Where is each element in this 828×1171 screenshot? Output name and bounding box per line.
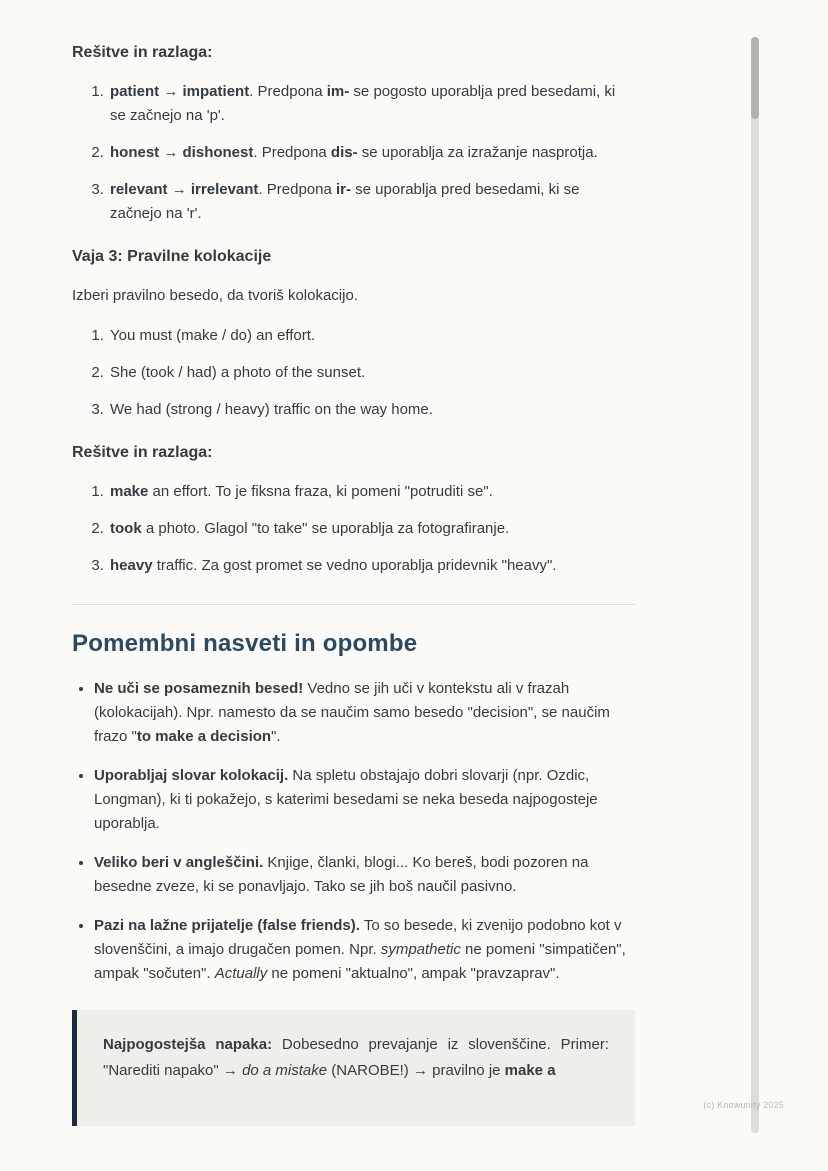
list-item: 2. honest → dishonest. Predpona dis- se uporablja za izražanje nasprotja. xyxy=(108,141,635,165)
section-divider xyxy=(72,604,635,605)
callout-text: Najpogostejša napaka: Dobesedno prevajanje iz slovenščine. Primer: "Narediti napako" → do a mistake (NAROBE!) → pravilno je make a xyxy=(103,1036,609,1079)
list-item: • Uporabljaj slovar kolokacij. Na spletu obstajajo dobri slovarji (npr. Ozdic, Longman), ki ti pokažejo, s katerimi besedami se neka beseda najpogosteje uporablja. xyxy=(94,764,635,836)
solutions-heading-collocations: Rešitve in razlaga: xyxy=(72,444,213,461)
exercise3-intro: Izberi pravilno besedo, da tvoriš kolokacijo. xyxy=(72,287,358,304)
list-item: 3. We had (strong / heavy) traffic on the way home. xyxy=(108,398,635,422)
list-item: • Ne uči se posameznih besed! Vedno se jih uči v kontekstu ali v frazah (kolokacijah). Npr. namesto da se naučim samo besedo "decision", se naučim frazo "to make a decision". xyxy=(94,677,635,749)
document-content xyxy=(72,42,635,1126)
list-item: • Veliko beri v angleščini. Knjige, članki, blogi... Ko bereš, bodi pozoren na besedne zveze, ki se ponavljajo. Tako se jih boš naučil pasivno. xyxy=(94,851,635,899)
list-item: 2. She (took / had) a photo of the sunset. xyxy=(108,361,635,385)
list-item: • Pazi na lažne prijatelje (false friends). To so besede, ki zvenijo podobno kot v slovenščini, a imajo drugačen pomen. Npr. sympathetic ne pomeni "simpatičen", ampak "sočuten". Actually ne pomeni "aktualno", ampak "pravzaprav". xyxy=(94,914,635,986)
exercise3-list xyxy=(72,324,635,422)
solutions-list-collocations xyxy=(72,480,635,578)
list-item: 1. You must (make / do) an effort. xyxy=(108,324,635,348)
callout-box xyxy=(72,1010,635,1126)
tips-list xyxy=(72,677,635,986)
watermark: (c) Knowunity 2025 xyxy=(703,1100,784,1110)
exercise3-heading: Vaja 3: Pravilne kolokacije xyxy=(72,248,272,265)
scrollbar[interactable] xyxy=(751,37,759,1133)
list-item: 3. heavy traffic. Za gost promet se vedno uporablja pridevnik "heavy". xyxy=(108,554,635,578)
list-item: 2. took a photo. Glagol "to take" se uporablja za fotografiranje. xyxy=(108,517,635,541)
solutions-heading-prefixes: Rešitve in razlaga: xyxy=(72,44,213,61)
tips-section-heading: Pomembni nasveti in opombe xyxy=(72,630,418,657)
list-item: 3. relevant → irrelevant. Predpona ir- se uporablja pred besedami, ki se začnejo na 'r'. xyxy=(108,178,635,226)
list-item: 1. make an effort. To je fiksna fraza, ki pomeni "potruditi se". xyxy=(108,480,635,504)
scrollbar-thumb[interactable] xyxy=(751,37,759,119)
list-item: 1. patient → impatient. Predpona im- se pogosto uporablja pred besedami, ki se začnejo na 'p'. xyxy=(108,80,635,128)
solutions-list-prefixes xyxy=(72,80,635,226)
